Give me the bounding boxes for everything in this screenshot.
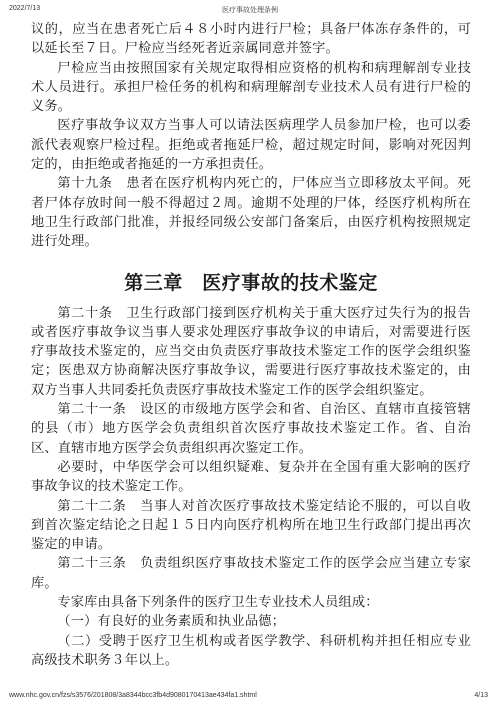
article-22: 第二十二条 当事人对首次医疗事故技术鉴定结论不服的，可以自收到首次鉴定结论之日起１５日内向医疗机构所在地卫生行政部门提出再次鉴定的申请。 <box>31 498 471 553</box>
paragraph: 尸检应当由按照国家有关规定取得相应资格的机构和病理解剖专业技术人员进行。承担尸检任务的机构和病理解剖专业技术人员有进行尸检的义务。 <box>31 60 471 115</box>
page-footer <box>0 692 500 704</box>
paragraph: 议的，应当在患者死亡后４８小时内进行尸检；具备尸体冻存条件的，可以延长至７日。尸检应当经死者近亲属同意并签字。 <box>31 22 471 57</box>
paragraph: 医疗事故争议双方当事人可以请法医病理学人员参加尸检，也可以委派代表观察尸检过程。拒绝或者拖延尸检，超过规定时间，影响对死因判定的，由拒绝或者拖延的一方承担责任。 <box>31 118 471 173</box>
article-21: 第二十一条 设区的市级地方医学会和省、自治区、直辖市直接管辖的县（市）地方医学会负责组织首次医疗事故技术鉴定工作。省、自治区、直辖市地方医学会负责组织再次鉴定工作。 <box>31 402 471 456</box>
paragraph: 专家库由具备下列条件的医疗卫生专业技术人员组成： <box>57 595 379 611</box>
page-header <box>0 5 500 17</box>
list-item: （一）有良好的业务素质和执业品德； <box>57 614 285 630</box>
article-20: 第二十条 卫生行政部门接到医疗机构关于重大医疗过失行为的报告或者医疗事故争议当事人要求处理医疗事故争议的申请后，对需要进行医疗事故技术鉴定的，应当交由负责医疗事故技术鉴定工作的医学会组织鉴定；医患双方协商解决医疗事故争议，需要进行医疗事故技术鉴定的，由双方当事人共同委托负责医疗事故技术鉴定工作的医学会组织鉴定。 <box>31 305 471 398</box>
document-body <box>31 20 471 670</box>
print-date: 2022/7/13 <box>9 5 41 12</box>
page-url: www.nhc.gov.cn/fzs/s3576/201808/3a8344bcc3fb4d9080170413ae434fa1.shtml <box>9 692 257 699</box>
page-number: 4/13 <box>474 692 488 699</box>
chapter-heading: 第三章 医疗事故的技术鉴定 <box>124 271 378 294</box>
list-item: （二）受聘于医疗卫生机构或者医学教学、科研机构并担任相应专业高级技术职务３年以上。 <box>31 633 471 668</box>
document-title: 医疗事故处理条例 <box>222 7 278 14</box>
paragraph: 必要时，中华医学会可以组织疑难、复杂并在全国有重大影响的医疗事故争议的技术鉴定工作。 <box>31 459 471 495</box>
article-19: 第十九条 患者在医疗机构内死亡的，尸体应当立即移放太平间。死者尸体存放时间一般不得超过２周。逾期不处理的尸体，经医疗机构所在地卫生行政部门批准，并报经同级公安部门备案后，由医疗机构按照规定进行处理。 <box>31 176 471 250</box>
article-23: 第二十三条 负责组织医疗事故技术鉴定工作的医学会应当建立专家库。 <box>31 556 471 591</box>
